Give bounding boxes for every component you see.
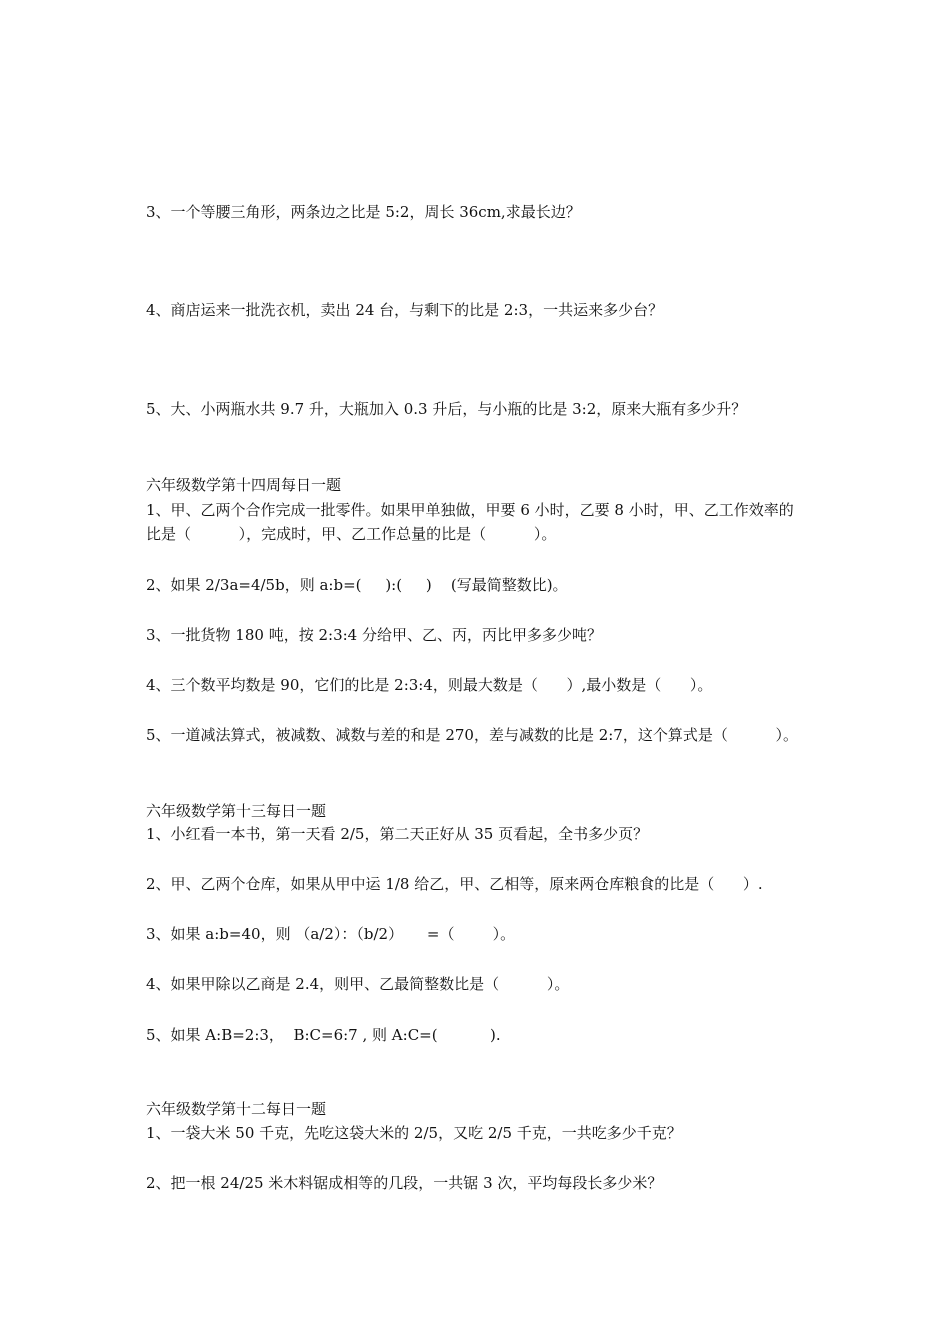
week13-question-3: 3、如果 a:b=40，则 （a/2）：（b/2） =（ ）。 — [146, 925, 516, 943]
week13-question-5: 5、如果 A:B=2:3， B:C=6:7 , 则 A:C=( ). — [146, 1026, 501, 1044]
section-title-week14: 六年级数学第十四周每日一题 — [146, 476, 342, 494]
week12-question-1: 1、一袋大米 50 千克，先吃这袋大米的 2/5，又吃 2/5 千克，一共吃多少千克？ — [146, 1124, 682, 1142]
week12-question-2: 2、把一根 24/25 米木料锯成相等的几段，一共锯 3 次，平均每段长多少米？ — [146, 1174, 663, 1192]
section-title-week12: 六年级数学第十二每日一题 — [146, 1100, 327, 1118]
question-3-triangle: 3、一个等腰三角形，两条边之比是 5:2，周长 36cm,求最长边？ — [146, 203, 581, 221]
week14-question-1-line1: 1、甲、乙两个合作完成一批零件。如果甲单独做，甲要 6 小时，乙要 8 小时，甲、乙工作效率的 — [146, 501, 794, 519]
week13-question-4: 4、如果甲除以乙商是 2.4，则甲、乙最简整数比是（ ）。 — [146, 975, 570, 993]
question-4-washing-machines: 4、商店运来一批洗衣机，卖出 24 台，与剩下的比是 2:3，一共运来多少台？ — [146, 301, 664, 319]
week13-question-2: 2、甲、乙两个仓库，如果从甲中运 1/8 给乙，甲、乙相等，原来两仓库粮食的比是（ ）. — [146, 875, 763, 893]
week14-question-1-line2: 比是（ ），完成时，甲、乙工作总量的比是（ ）。 — [146, 525, 557, 543]
question-5-bottles: 5、大、小两瓶水共 9.7 升，大瓶加入 0.3 升后，与小瓶的比是 3:2，原来大瓶有多少升？ — [146, 400, 747, 418]
week14-question-4: 4、三个数平均数是 90，它们的比是 2:3:4，则最大数是（ ）,最小数是（ ）。 — [146, 676, 713, 694]
week14-question-2: 2、如果 2/3a=4/5b，则 a:b=( ):( ) (写最简整数比)。 — [146, 576, 568, 594]
week13-question-1: 1、小红看一本书，第一天看 2/5，第二天正好从 35 页看起，全书多少页？ — [146, 825, 649, 843]
section-title-week13: 六年级数学第十三每日一题 — [146, 802, 327, 820]
week14-question-5: 5、一道减法算式，被减数、减数与差的和是 270，差与减数的比是 2:7，这个算式是（ ）。 — [146, 726, 799, 744]
week14-question-3: 3、一批货物 180 吨，按 2:3:4 分给甲、乙、丙，丙比甲多多少吨？ — [146, 626, 602, 644]
